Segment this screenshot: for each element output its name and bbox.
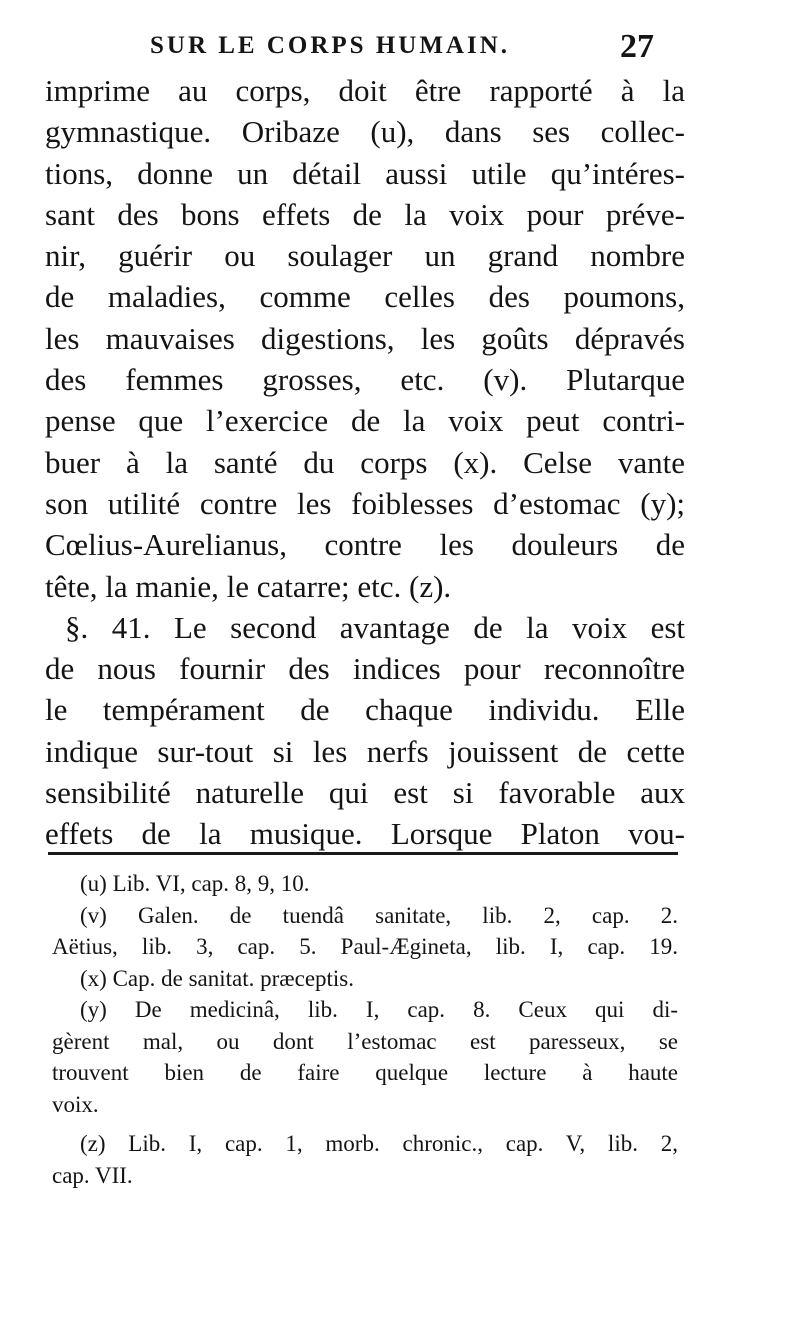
footnote-z-line: (z) Lib. I, cap. 1, morb. chronic., cap. V, lib. 2,: [80, 1131, 678, 1156]
text-line: indique sur-tout si les nerfs jouissent de cette: [45, 733, 685, 769]
text-line: pense que l’exercice de la voix peut contri-: [45, 403, 685, 439]
footnote-z-line: cap. VII.: [52, 1162, 133, 1188]
text-line: les mauvaises digestions, les goûts dépravés: [45, 320, 685, 356]
text-line: imprime au corps, doit être rapporté à la: [45, 73, 685, 108]
text-line: de nous fournir des indices pour reconnoître: [45, 651, 685, 687]
footnote-v-line: (v) Galen. de tuendâ sanitate, lib. 2, cap. 2.: [80, 902, 678, 928]
main-text: [45, 70, 685, 855]
footnote-y-line: (y) De medicinâ, lib. I, cap. 8. Ceux qui di-: [80, 997, 678, 1022]
text-line: le tempérament de chaque individu. Elle: [45, 692, 685, 728]
footnote-x: (x) Cap. de sanitat. præceptis.: [80, 965, 355, 991]
running-title: SUR LE CORPS HUMAIN.: [150, 32, 511, 59]
text-line: de maladies, comme celles des poumons,: [45, 279, 685, 315]
text-line: buer à la santé du corps (x). Celse vante: [45, 444, 685, 480]
text-line: nir, guérir ou soulager un grand nombre: [45, 238, 685, 274]
footnote-y-line: trouvent bien de faire quelque lecture à haute: [52, 1060, 678, 1085]
text-line: tions, donne un détail aussi utile qu’intéres-: [45, 155, 685, 191]
footnote-y-line: voix.: [52, 1091, 99, 1117]
paragraph-start-line: §. 41. Le second avantage de la voix est: [65, 609, 685, 645]
footnote-y-line: gèrent mal, ou dont l’estomac est paresseux, se: [52, 1028, 678, 1054]
running-head: [0, 28, 800, 68]
text-line: son utilité contre les foiblesses d’estomac (y);: [45, 485, 685, 521]
footnote-u: (u) Lib. VI, cap. 8, 9, 10.: [80, 871, 310, 896]
text-line: sant des bons effets de la voix pour préve-: [45, 196, 685, 232]
footnote-v-line: Aëtius, lib. 3, cap. 5. Paul-Ægineta, lib. I, cap. 19.: [52, 934, 678, 959]
text-line: sensibilité naturelle qui est si favorable aux: [45, 775, 685, 811]
text-line: gymnastique. Oribaze (u), dans ses collec-: [45, 114, 685, 150]
text-line: tête, la manie, le catarre; etc. (z).: [45, 568, 452, 604]
text-line: effets de la musique. Lorsque Platon vou-: [45, 816, 685, 852]
text-line: des femmes grosses, etc. (v). Plutarque: [45, 362, 685, 398]
footnote-separator-rule: [48, 852, 678, 855]
page-number: 27: [620, 28, 654, 65]
footnotes: [52, 868, 678, 1191]
text-line: Cœlius-Aurelianus, contre les douleurs de: [45, 527, 685, 563]
